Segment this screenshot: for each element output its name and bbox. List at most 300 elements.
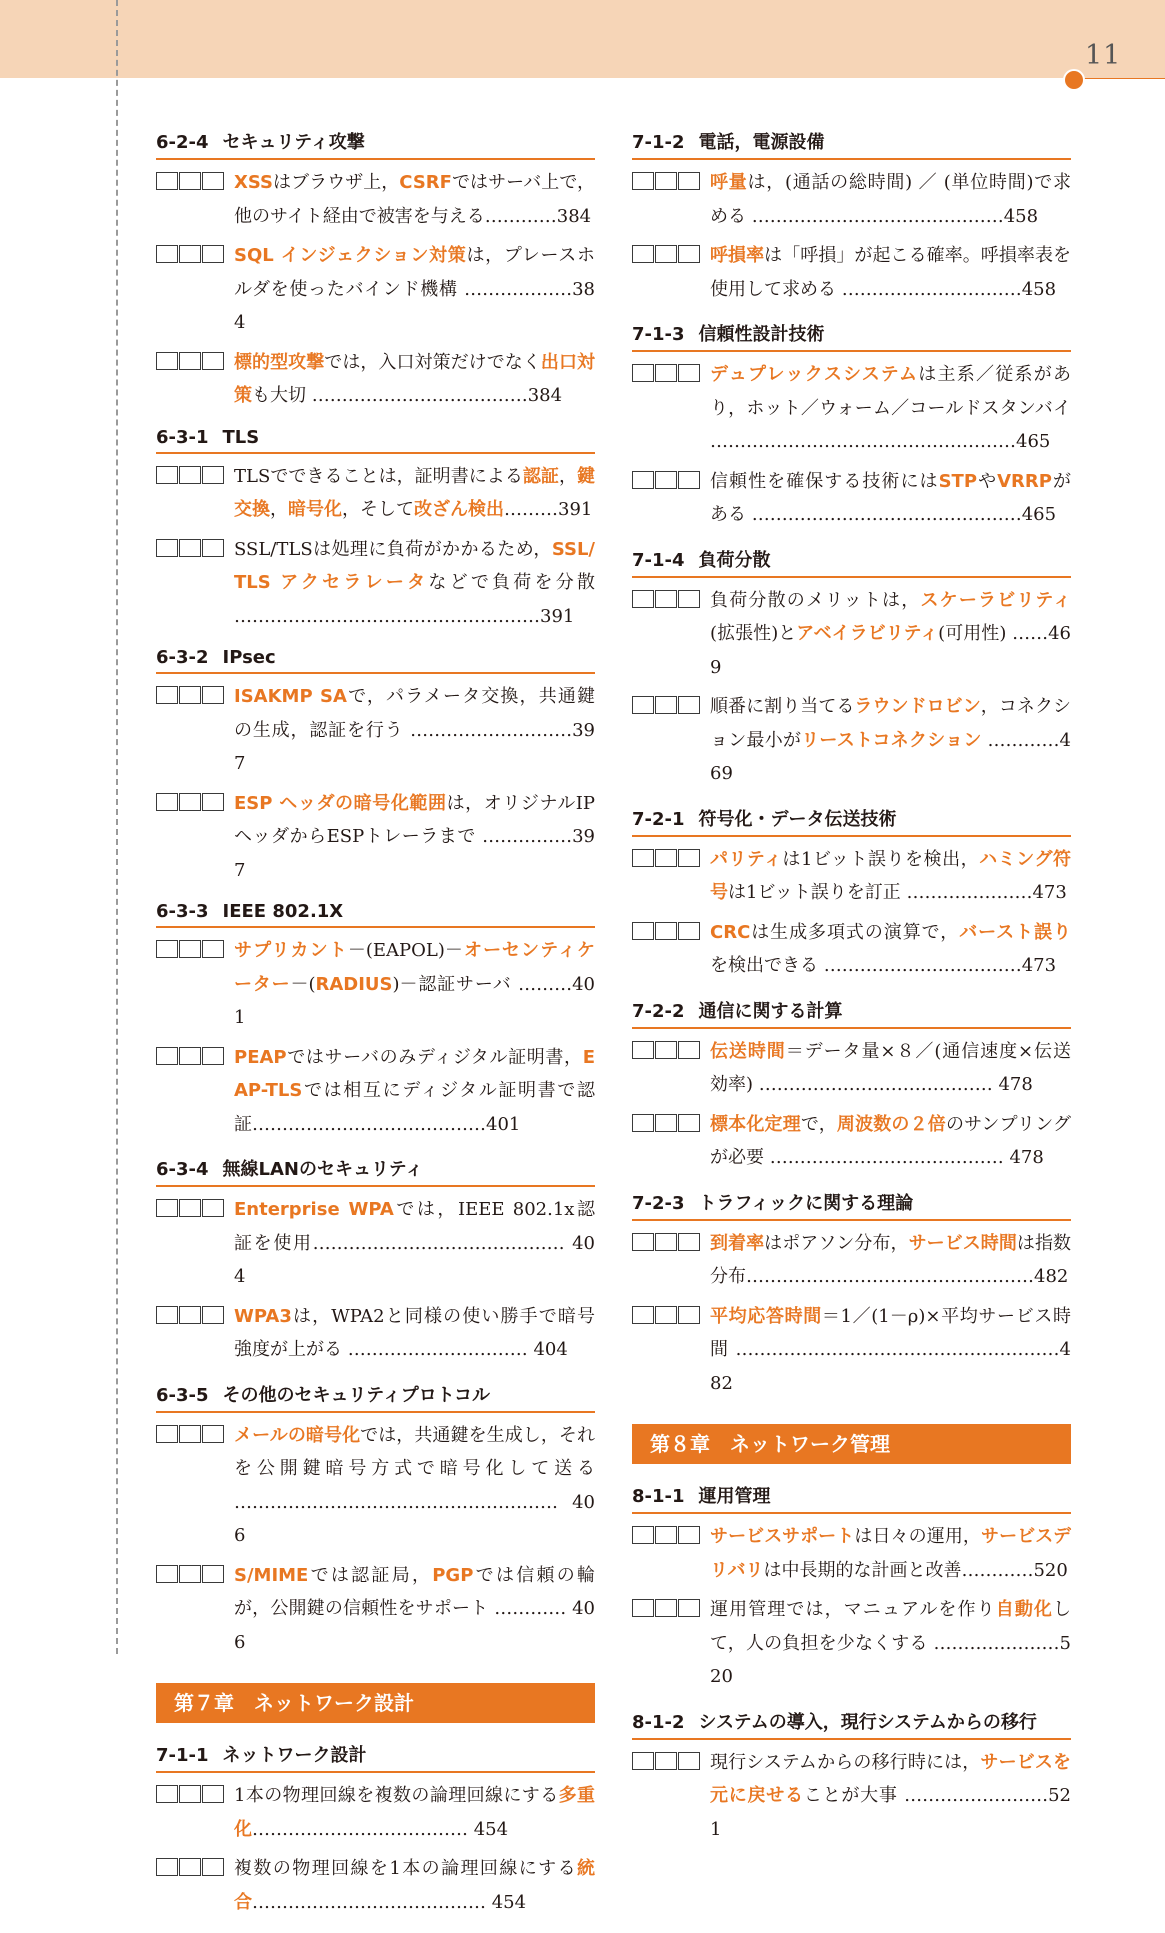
keyword: PGP	[432, 1564, 474, 1586]
text-segment: 現行システムからの移行時には，	[710, 1751, 981, 1773]
checkbox-group	[156, 1852, 234, 1919]
section-code: 6-3-1	[156, 426, 209, 448]
section-code: 7-2-1	[632, 808, 685, 830]
checkbox[interactable]	[632, 1752, 654, 1770]
keyword: メールの暗号化	[234, 1424, 361, 1446]
keyword: サービス時間	[908, 1232, 1017, 1254]
checklist-item	[156, 1300, 595, 1367]
section-title: 通信に関する計算	[698, 1000, 843, 1022]
section	[632, 320, 1071, 532]
text-segment: 負荷分散のメリットは，	[710, 589, 921, 611]
text-segment: はブラウザ上，	[273, 172, 400, 193]
checkbox-group	[632, 584, 710, 685]
checklist-item	[632, 1108, 1071, 1175]
section-heading	[632, 1708, 1071, 1740]
checkbox[interactable]	[179, 1047, 201, 1065]
checkbox[interactable]	[632, 1599, 654, 1617]
checkbox[interactable]	[179, 940, 201, 958]
checkbox[interactable]	[655, 922, 677, 940]
text-segment: TLSでできることは，証明書による	[234, 465, 523, 487]
keyword: 標本化定理	[710, 1113, 801, 1135]
keyword: XSS	[234, 172, 273, 193]
checkbox[interactable]	[156, 466, 178, 484]
text-segment: のサンプリングが必要 ………………………………… 478	[710, 1113, 1072, 1168]
section	[156, 1741, 595, 1919]
checklist-item	[632, 1300, 1071, 1401]
checkbox[interactable]	[678, 696, 700, 714]
item-text	[234, 1193, 595, 1294]
checklist-item	[632, 843, 1071, 910]
checklist-item	[156, 1779, 595, 1846]
item-text	[234, 1559, 595, 1660]
text-segment: －(EAPOL)－	[347, 940, 463, 961]
checkbox[interactable]	[632, 245, 654, 263]
checklist-item	[156, 1419, 595, 1553]
section	[632, 997, 1071, 1175]
checklist-item	[632, 1035, 1071, 1102]
checkbox[interactable]	[179, 172, 201, 190]
text-segment: 1本の物理回線を複数の論理回線にする	[234, 1785, 559, 1806]
text-segment: は，(通話の総時間) ／ (単位時間)で求める ……………………………………458	[710, 172, 1071, 227]
section-title: 運用管理	[698, 1486, 771, 1507]
text-segment: は日々の運用，	[854, 1526, 982, 1547]
text-segment: はポアソン分布，	[764, 1232, 909, 1254]
checkbox[interactable]	[202, 686, 224, 704]
checkbox-group	[156, 239, 234, 340]
checkbox[interactable]	[156, 1425, 178, 1443]
section-title: システムの導入，現行システムからの移行	[698, 1711, 1037, 1733]
section-title: 信頼性設計技術	[698, 324, 825, 345]
checkbox[interactable]	[632, 1526, 654, 1544]
checkbox[interactable]	[655, 1233, 677, 1251]
section	[632, 1189, 1071, 1401]
checkbox-group	[156, 680, 234, 781]
checkbox[interactable]	[632, 172, 654, 190]
text-segment: では認証局，	[308, 1564, 433, 1586]
keyword: 標的型攻撃	[234, 351, 325, 373]
text-segment: ………391	[504, 499, 593, 520]
section	[156, 1155, 595, 1367]
text-segment: 信頼性を確保する技術には	[710, 470, 939, 492]
checkbox-group	[156, 1300, 234, 1367]
item-text	[710, 1035, 1071, 1102]
keyword: デュプレックスシステム	[710, 364, 919, 385]
checkbox[interactable]	[202, 172, 224, 190]
text-segment: －(	[290, 973, 316, 995]
keyword: バースト誤り	[959, 921, 1071, 943]
checkbox[interactable]	[156, 245, 178, 263]
checkbox[interactable]	[202, 1425, 224, 1443]
section-heading	[156, 647, 595, 674]
item-text	[234, 460, 595, 527]
checkbox[interactable]	[678, 364, 700, 382]
checkbox[interactable]	[179, 1565, 201, 1583]
section-title: TLS	[222, 426, 260, 448]
checklist-item	[156, 346, 595, 413]
section-heading	[156, 1741, 595, 1773]
checkbox-group	[632, 1300, 710, 1401]
keyword: 伝送時間	[710, 1040, 786, 1062]
checkbox[interactable]	[655, 471, 677, 489]
checkbox[interactable]	[678, 590, 700, 608]
checkbox[interactable]	[202, 1199, 224, 1217]
checkbox[interactable]	[655, 245, 677, 263]
checkbox[interactable]	[202, 466, 224, 484]
checkbox[interactable]	[655, 364, 677, 382]
item-text	[234, 934, 595, 1035]
keyword: SQL インジェクション対策	[234, 245, 467, 266]
text-segment: は主系／従系があり，ホット／ウォーム／コールドスタンバイ ……………………………………………465	[710, 364, 1071, 452]
checkbox[interactable]	[156, 1306, 178, 1324]
section-title: トラフィックに関する理論	[698, 1192, 914, 1214]
keyword: ハミング符号	[710, 848, 1072, 903]
item-text	[710, 843, 1071, 910]
checkbox[interactable]	[202, 940, 224, 958]
chapter-heading: 第８章 ネットワーク管理	[632, 1424, 1071, 1464]
checkbox[interactable]	[655, 590, 677, 608]
checkbox[interactable]	[678, 245, 700, 263]
keyword: 自動化	[995, 1599, 1054, 1620]
section-code: 6-3-3	[156, 901, 209, 922]
item-text	[710, 584, 1071, 685]
checklist-item	[632, 1520, 1071, 1587]
checkbox[interactable]	[156, 352, 178, 370]
checkbox-group	[632, 1035, 710, 1102]
checkbox[interactable]	[179, 539, 201, 557]
checkbox-group	[632, 465, 710, 532]
keyword: 統合	[234, 1858, 595, 1913]
keyword: SSL/TLS アクセラレータ	[234, 538, 595, 593]
checkbox-group	[156, 460, 234, 527]
checkbox-group	[156, 166, 234, 233]
checkbox[interactable]	[678, 849, 700, 867]
left-column	[156, 128, 595, 1933]
text-segment: は中長期的な計画と改善…………520	[763, 1559, 1068, 1581]
checkbox[interactable]	[179, 1785, 201, 1803]
checkbox-group	[632, 690, 710, 791]
checkbox[interactable]	[179, 1306, 201, 1324]
checkbox[interactable]	[678, 1233, 700, 1251]
checkbox[interactable]	[655, 1306, 677, 1324]
checkbox[interactable]	[632, 1306, 654, 1324]
checkbox[interactable]	[156, 686, 178, 704]
text-segment: 運用管理では，マニュアルを作り	[710, 1599, 996, 1620]
item-text	[710, 239, 1071, 306]
item-text	[234, 1419, 595, 1553]
chapter-heading: 第７章 ネットワーク設計	[156, 1683, 595, 1723]
checkbox[interactable]	[179, 466, 201, 484]
item-text	[234, 166, 595, 233]
keyword: EAP-TLS	[234, 1046, 595, 1101]
checklist-item	[632, 239, 1071, 306]
keyword: ラウンドロビン	[854, 696, 981, 717]
checkbox[interactable]	[156, 1565, 178, 1583]
section-title: セキュリティ攻撃	[222, 132, 365, 153]
checklist-item	[632, 916, 1071, 983]
section-heading	[632, 546, 1071, 578]
text-segment: では相互にディジタル証明書で認証…………………………………401	[234, 1080, 595, 1135]
checkbox[interactable]	[179, 1199, 201, 1217]
text-segment: は生成多項式の演算で，	[750, 921, 960, 943]
checkbox-group	[156, 346, 234, 413]
checkbox-group	[632, 1227, 710, 1294]
checkbox[interactable]	[202, 245, 224, 263]
keyword: CSRF	[399, 172, 452, 193]
item-text	[710, 1227, 1071, 1294]
checkbox-group	[156, 787, 234, 888]
checkbox-group	[156, 934, 234, 1035]
keyword: PEAP	[234, 1046, 287, 1068]
item-text	[234, 239, 595, 340]
keyword: 呼量	[710, 172, 748, 193]
checklist-item	[632, 166, 1071, 233]
text-segment: では信頼の輪が，公開鍵の信頼性をサポート ………… 406	[234, 1564, 596, 1653]
item-text	[710, 465, 1071, 532]
checklist-item	[156, 787, 595, 888]
section	[156, 128, 595, 413]
section-title: 無線LANのセキュリティ	[222, 1159, 424, 1180]
keyword: 鍵交換	[234, 465, 595, 520]
item-text	[234, 346, 595, 413]
checklist-item	[156, 1559, 595, 1660]
keyword: ISAKMP SA	[234, 686, 347, 707]
section-heading	[632, 805, 1071, 837]
section	[156, 647, 595, 887]
item-text	[234, 1041, 595, 1142]
checkbox[interactable]	[202, 352, 224, 370]
checkbox[interactable]	[202, 1785, 224, 1803]
text-segment: は，プレースホルダを使ったバインド機構 ………………384	[234, 245, 595, 333]
keyword: ESP ヘッダの暗号化範囲	[234, 792, 447, 814]
section-code: 7-1-4	[632, 549, 685, 571]
checkbox[interactable]	[632, 922, 654, 940]
checklist-item	[632, 465, 1071, 532]
checkbox[interactable]	[655, 849, 677, 867]
text-segment: は，オリジナルIPヘッダからESPトレーラまで ……………397	[234, 792, 595, 881]
item-text	[710, 358, 1071, 459]
text-segment: SSL/TLSは処理に負荷がかかるため，	[234, 538, 552, 560]
section-code: 8-1-1	[632, 1486, 685, 1507]
text-segment: も大切 ………………………………384	[252, 385, 563, 406]
checkbox[interactable]	[156, 1047, 178, 1065]
section	[632, 1482, 1071, 1694]
checkbox[interactable]	[632, 590, 654, 608]
keyword: WPA3	[234, 1305, 292, 1327]
keyword: S/MIME	[234, 1564, 309, 1586]
keyword: 認証	[522, 465, 559, 487]
checkbox[interactable]	[678, 1041, 700, 1059]
checkbox[interactable]	[655, 1114, 677, 1132]
checkbox[interactable]	[179, 1858, 201, 1876]
section-code: 6-3-5	[156, 1384, 209, 1406]
section	[632, 546, 1071, 791]
checkbox[interactable]	[632, 471, 654, 489]
checklist-item	[632, 690, 1071, 791]
checkbox[interactable]	[202, 1047, 224, 1065]
checkbox-group	[632, 916, 710, 983]
text-segment: で，パラメータ交換，共通鍵の生成，認証を行う ………………………397	[234, 686, 595, 774]
item-text	[710, 690, 1071, 791]
checklist-item	[156, 1852, 595, 1919]
checkbox[interactable]	[156, 172, 178, 190]
checkbox-group	[632, 166, 710, 233]
section-code: 7-2-3	[632, 1192, 685, 1214]
text-segment: …………469	[710, 729, 1071, 784]
text-segment: で，	[800, 1113, 837, 1135]
checkbox[interactable]	[179, 793, 201, 811]
checkbox[interactable]	[632, 1233, 654, 1251]
text-segment: は1ビット誤りを検出，	[782, 848, 980, 870]
checkbox[interactable]	[678, 172, 700, 190]
section-code: 6-2-4	[156, 132, 209, 153]
checkbox[interactable]	[179, 245, 201, 263]
text-segment: 順番に割り当てる	[710, 696, 855, 717]
checkbox[interactable]	[678, 1599, 700, 1617]
checkbox[interactable]	[678, 922, 700, 940]
text-segment: ，	[270, 499, 288, 520]
section-code: 7-1-1	[156, 1745, 209, 1766]
text-segment: ではサーバのみディジタル証明書，	[286, 1046, 583, 1068]
text-segment: は，WPA2と同様の使い勝手で暗号強度が上がる ………………………… 404	[234, 1305, 595, 1360]
checkbox[interactable]	[156, 1785, 178, 1803]
item-text	[234, 1779, 595, 1846]
checklist-item	[632, 584, 1071, 685]
section-code: 6-3-2	[156, 647, 209, 668]
section-title: ネットワーク設計	[222, 1745, 367, 1766]
keyword: VRRP	[997, 470, 1052, 492]
checklist-item	[156, 934, 595, 1035]
checklist-item	[156, 239, 595, 340]
checkbox-group	[156, 1419, 234, 1553]
checkbox[interactable]	[632, 364, 654, 382]
section-code: 8-1-2	[632, 1711, 685, 1733]
checkbox[interactable]	[156, 1199, 178, 1217]
keyword: オーセンティケーター	[234, 940, 595, 995]
text-segment: では，入口対策だけでなく	[324, 351, 541, 373]
checkbox-group	[632, 358, 710, 459]
checkbox-group	[156, 1041, 234, 1142]
checkbox[interactable]	[156, 940, 178, 958]
checkbox[interactable]	[156, 793, 178, 811]
checkbox[interactable]	[179, 1425, 201, 1443]
text-segment: を検出できる ……………………………473	[710, 955, 1057, 976]
checkbox[interactable]	[202, 793, 224, 811]
page-number: 11	[1085, 40, 1122, 71]
page-number-rule	[1071, 78, 1165, 79]
checkbox[interactable]	[179, 352, 201, 370]
checkbox[interactable]	[632, 1114, 654, 1132]
checklist-item	[156, 533, 595, 634]
checklist-item	[156, 680, 595, 781]
right-column	[632, 128, 1071, 1860]
section-heading	[632, 320, 1071, 352]
keyword: 改ざん検出	[414, 499, 504, 520]
checkbox[interactable]	[678, 1306, 700, 1324]
text-segment: ，そして	[342, 499, 414, 520]
keyword: CRC	[710, 921, 751, 943]
checkbox[interactable]	[202, 539, 224, 557]
binding-guide-line	[116, 0, 118, 1654]
checkbox-group	[632, 239, 710, 306]
checkbox[interactable]	[202, 1565, 224, 1583]
section-code: 7-2-2	[632, 1000, 685, 1022]
checkbox[interactable]	[632, 849, 654, 867]
checkbox[interactable]	[655, 696, 677, 714]
checkbox-group	[632, 843, 710, 910]
checklist-item	[632, 1746, 1071, 1847]
checkbox[interactable]	[202, 1306, 224, 1324]
keyword: サプリカント	[234, 940, 348, 961]
checkbox[interactable]	[655, 1599, 677, 1617]
checkbox[interactable]	[179, 686, 201, 704]
checkbox-group	[632, 1108, 710, 1175]
section-heading	[632, 1189, 1071, 1221]
section-heading	[156, 427, 595, 454]
text-segment: は1ビット誤りを訂正 …………………473	[728, 882, 1067, 903]
checkbox[interactable]	[655, 1041, 677, 1059]
item-text	[710, 1593, 1071, 1694]
section-code: 7-1-2	[632, 132, 685, 153]
checkbox-group	[632, 1520, 710, 1587]
text-segment: では，IEEE 802.1x認証を使用…………………………………… 404	[234, 1199, 595, 1287]
section-heading	[156, 1381, 595, 1413]
checkbox-group	[632, 1593, 710, 1694]
section-title: その他のセキュリティプロトコル	[222, 1384, 490, 1406]
item-text	[710, 1108, 1071, 1175]
checkbox[interactable]	[678, 1752, 700, 1770]
keyword: リーストコネクション	[801, 729, 982, 751]
text-segment: ……………………………… 454	[252, 1818, 509, 1840]
section-heading	[156, 1155, 595, 1187]
keyword: スケーラビリティ	[920, 589, 1072, 611]
keyword: 多重化	[234, 1785, 596, 1840]
keyword: サービスサポート	[710, 1526, 855, 1547]
checkbox[interactable]	[156, 539, 178, 557]
section-title: 電話，電源設備	[698, 132, 825, 153]
text-segment: ＝1／(1－ρ)×平均サービス時間………………………………………………482	[710, 1305, 1071, 1394]
checkbox[interactable]	[655, 1752, 677, 1770]
item-text	[710, 1746, 1071, 1847]
page-marker-dot	[1063, 69, 1085, 91]
keyword: 周波数の２倍	[836, 1113, 946, 1135]
text-segment: 複数の物理回線を1本の論理回線にする	[234, 1858, 577, 1879]
checkbox[interactable]	[202, 1858, 224, 1876]
text-segment: では，共通鍵を生成し，それを公開鍵暗号方式で暗号化して送る ……………………………………………… 406	[234, 1424, 595, 1546]
header-band	[0, 0, 1165, 78]
item-text	[710, 1520, 1071, 1587]
section-title: 負荷分散	[698, 549, 771, 571]
checkbox[interactable]	[156, 1858, 178, 1876]
checklist-item	[632, 1593, 1071, 1694]
checkbox[interactable]	[655, 1526, 677, 1544]
checkbox[interactable]	[655, 172, 677, 190]
text-segment: がある ………………………………………465	[710, 470, 1072, 525]
checklist-item	[632, 358, 1071, 459]
checkbox[interactable]	[632, 1041, 654, 1059]
checkbox[interactable]	[678, 471, 700, 489]
checkbox[interactable]	[678, 1114, 700, 1132]
keyword: 暗号化	[288, 499, 342, 520]
text-segment: は指数分布…………………………………………482	[710, 1232, 1072, 1287]
checkbox[interactable]	[678, 1526, 700, 1544]
section	[156, 427, 595, 634]
checkbox[interactable]	[632, 696, 654, 714]
section-title: IEEE 802.1X	[222, 901, 344, 922]
checklist-item	[156, 166, 595, 233]
text-segment: ，コネクション最小が	[710, 696, 1072, 751]
text-segment: などで負荷を分散 ……………………………………………391	[234, 572, 595, 627]
checklist-item	[632, 1227, 1071, 1294]
